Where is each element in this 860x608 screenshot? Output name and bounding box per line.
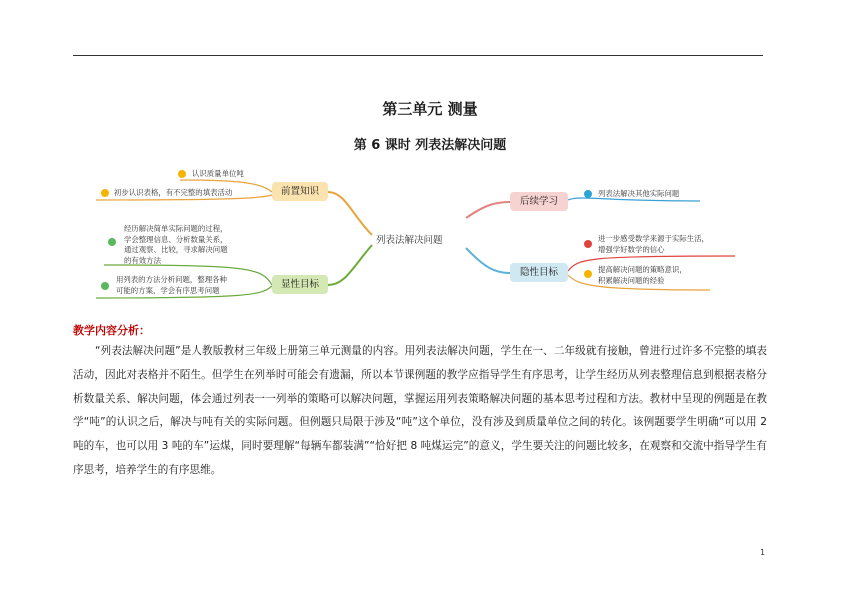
check-icon [108, 238, 116, 246]
alert-icon [584, 240, 592, 248]
node-followup: 后续学习 [510, 192, 568, 211]
check-icon [101, 282, 109, 290]
leaf-prior-1: 认识质量单位吨 [192, 169, 244, 178]
leaf-explicit-2: 用列表的方法分析问题，整理各种 可能的方案，学会有序思考问题 [116, 275, 227, 295]
leaf-prior-2: 初步认识表格，有不完整的填表活动 [114, 188, 233, 197]
leaf-implicit-1: 进一步感受数学来源于实际生活， 增强学好数学的信心 [598, 234, 709, 254]
connector-explicit [328, 245, 372, 285]
emoji-icon [584, 270, 592, 278]
lesson-title: 第 6 课时 列表法解决问题 [353, 138, 507, 153]
node-prior-knowledge: 前置知识 [272, 182, 328, 201]
node-explicit-goals: 显性目标 [272, 275, 328, 294]
section-heading: 教学内容分析： [73, 324, 150, 337]
mindmap-center: 列表法解决问题 [376, 235, 443, 246]
connector-followup [466, 202, 510, 218]
page-number: 1 [760, 548, 766, 557]
analysis-paragraph: “列表法解决问题”是人教版教材三年级上册第三单元测量的内容。用列表法解决问题，学生在一、二年级就有接触，曾进行过许多不完整的填表活动，因此对表格并不陌生。但学生在列举时可能会有遗漏，所以本节课例题的教学应指导学生有序思考，让学生经历从列表整理信息到根据表格分析数量关系、解决问题，体会通过列表一一列举的策略可以解决问题，掌握运用列表策略解决问题的基本思考过程和方法。教材中呈现的例题是在教学“吨”的认识之后，解决与吨有关的实际问题。但例题只局限于涉及“吨”这个单位，没有涉及到质量单位之间的转化。该例题要学生明确“可以用 2 吨的车，也可以用 3 吨的车”运煤，同时要理解“每辆车都装满”“恰好把 8 吨煤运完”的意义，学生要关注的问题比较多，在观察和交流中指导学生有序思考，培养学生的有序思维。 [73, 345, 767, 476]
connector-prior [328, 192, 372, 235]
node-implicit-goals: 隐性目标 [510, 263, 568, 282]
emoji-icon [101, 189, 109, 197]
unit-title: 第三单元 测量 [382, 100, 478, 118]
leaf-implicit-2: 提高解决问题的策略意识， 积累解决问题的经验 [598, 265, 687, 285]
leaf-explicit-1: 经历解决简单实际问题的过程， 学会整理信息、分析数量关系， 通过观察、比较，寻求解决问题 的有效方法 [124, 224, 228, 265]
emoji-icon [178, 170, 186, 178]
connector-implicit [466, 248, 510, 273]
leaf-followup-1: 列表法解决其他实际问题 [598, 189, 680, 198]
info-icon [584, 190, 592, 198]
